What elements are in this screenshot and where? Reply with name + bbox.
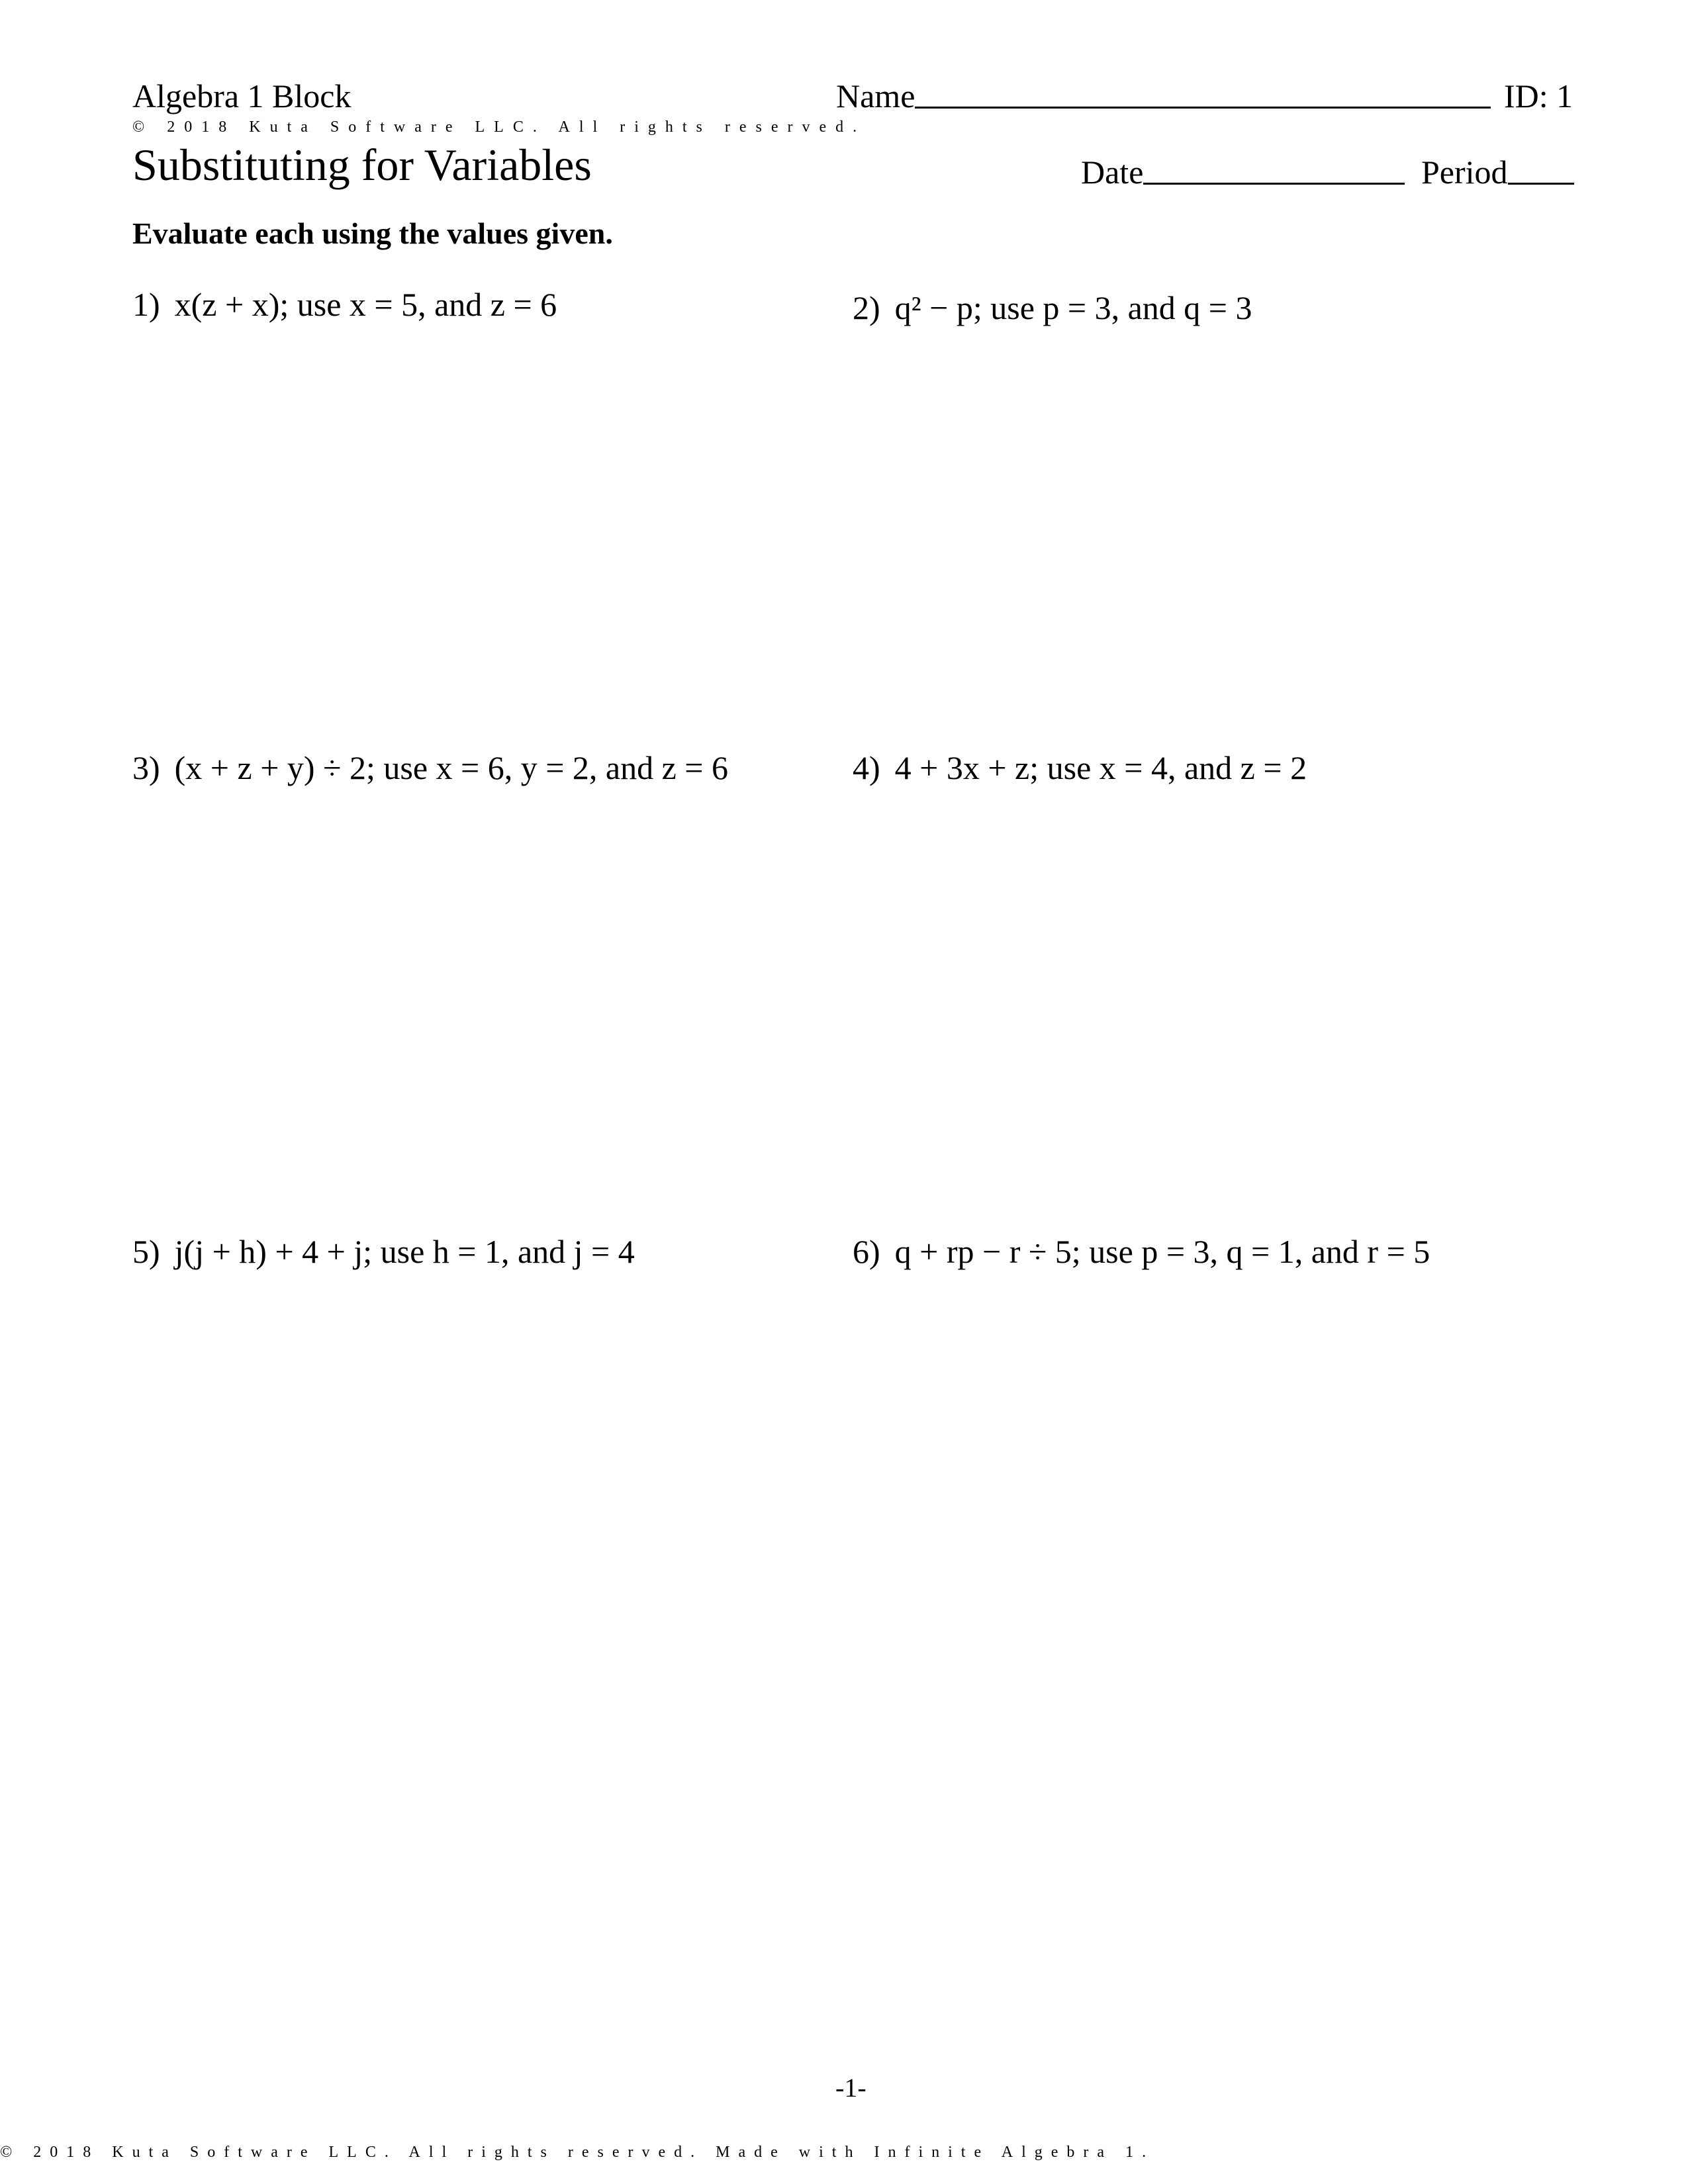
page-number: -1- (835, 2073, 867, 2103)
header-copyright: © 2018 Kuta Software LLC. All rights reserved. (132, 118, 867, 136)
instructions: Evaluate each using the values given. (132, 216, 613, 250)
date-label: Date (1081, 154, 1144, 191)
problem-6 (853, 1235, 1430, 1268)
problem-expression: x(z + x); use x = 5, and z = 6 (174, 286, 557, 323)
footer-copyright: © 2018 Kuta Software LLC. All rights reserved. Made with Infinite Algebra 1. (0, 2144, 1155, 2161)
problem-number: 1) (132, 286, 160, 323)
problem-5 (132, 1235, 635, 1268)
worksheet-id: ID: 1 (1504, 77, 1573, 114)
page-title: Substituting for Variables (132, 140, 592, 190)
problem-number: 6) (853, 1233, 880, 1270)
problem-number: 3) (132, 749, 160, 786)
problem-1 (132, 288, 557, 321)
problem-2 (853, 291, 1252, 324)
period-field[interactable] (1421, 156, 1574, 189)
problem-3 (132, 751, 728, 784)
date-field[interactable] (1081, 156, 1405, 189)
problem-expression: 4 + 3x + z; use x = 4, and z = 2 (894, 749, 1307, 786)
name-label: Name (836, 77, 915, 114)
problem-expression: q² − p; use p = 3, and q = 3 (894, 289, 1252, 326)
problem-expression: (x + z + y) ÷ 2; use x = 6, y = 2, and z = 6 (174, 749, 729, 786)
problem-number: 2) (853, 289, 880, 326)
problem-4 (853, 751, 1307, 784)
name-field[interactable] (836, 79, 1491, 113)
course-name: Algebra 1 Block (132, 77, 352, 114)
name-blank-line[interactable] (915, 107, 1491, 109)
problem-expression: j(j + h) + 4 + j; use h = 1, and j = 4 (174, 1233, 635, 1270)
problem-expression: q + rp − r ÷ 5; use p = 3, q = 1, and r = 5 (894, 1233, 1430, 1270)
period-label: Period (1421, 154, 1508, 191)
period-blank-line[interactable] (1508, 183, 1574, 185)
problem-number: 5) (132, 1233, 160, 1270)
date-blank-line[interactable] (1143, 183, 1405, 185)
problem-number: 4) (853, 749, 880, 786)
